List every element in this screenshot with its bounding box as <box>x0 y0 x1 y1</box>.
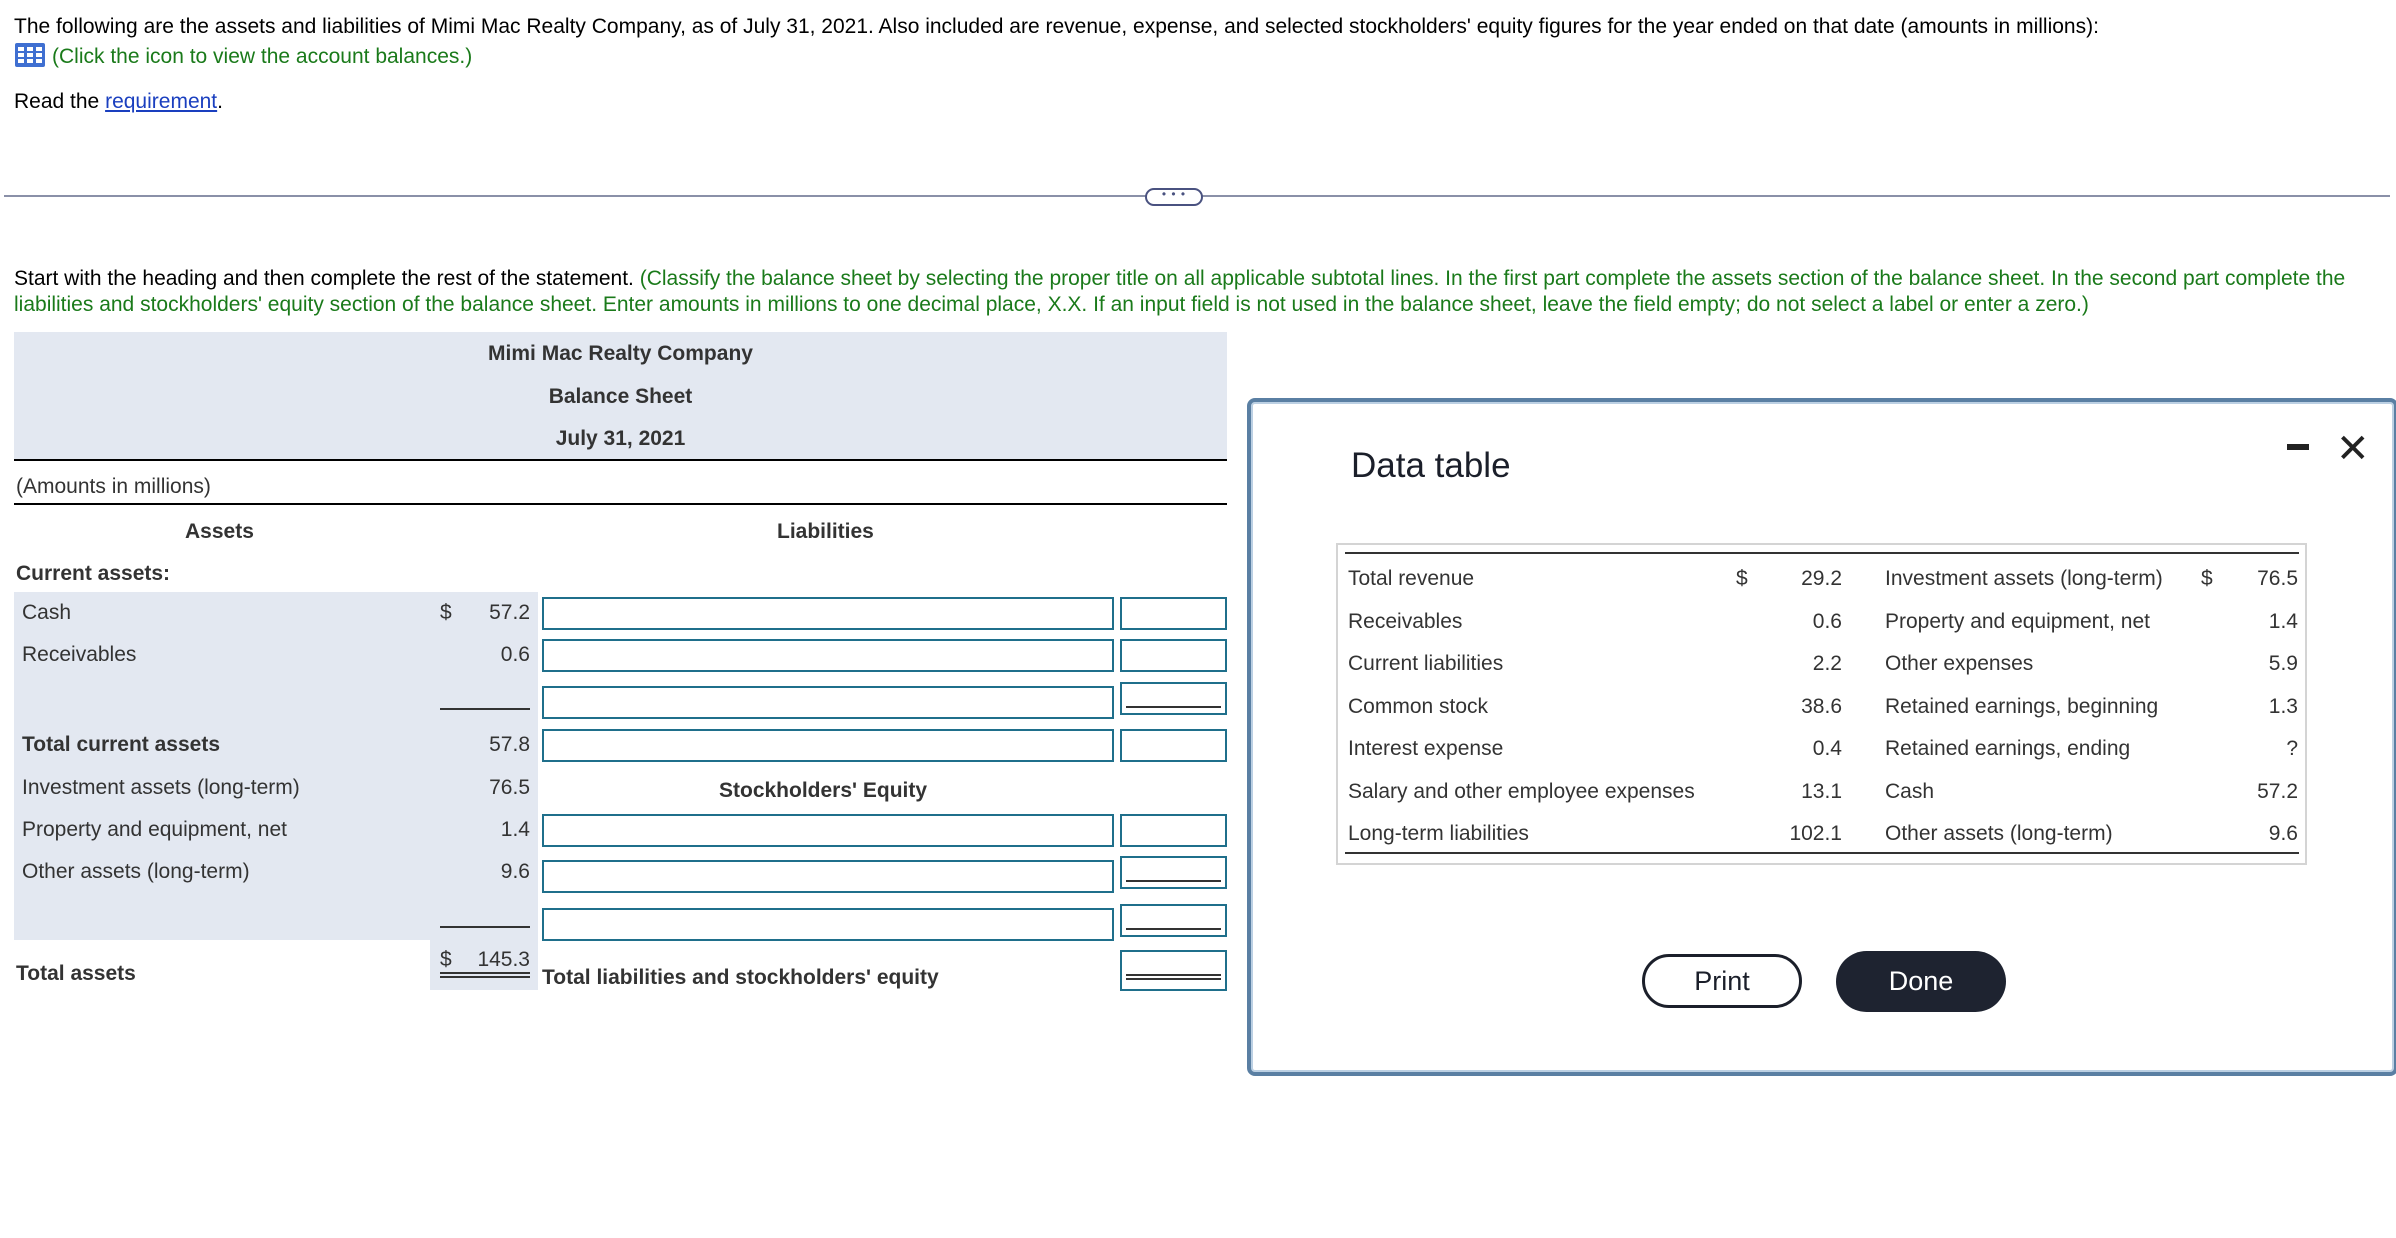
assets-subtotal-rule <box>440 926 530 928</box>
data-table-left-value: 38.6 <box>1801 695 1842 718</box>
modal-title: Data table <box>1351 446 1511 485</box>
current-assets-label: Current assets: <box>16 562 171 585</box>
equity-total-amount-input[interactable] <box>1120 904 1227 937</box>
read-requirement <box>14 87 2099 117</box>
investment-value: 76.5 <box>489 776 530 799</box>
intro-text <box>14 12 2099 117</box>
data-table-left-value: 0.6 <box>1812 610 1842 633</box>
total-liab-equity-label: Total liabilities and stockholders' equity <box>542 966 939 989</box>
data-table-right-label: Retained earnings, ending <box>1885 737 2131 760</box>
table-icon[interactable] <box>14 42 46 77</box>
heading-rule <box>14 459 1227 461</box>
total-assets-double-rule <box>440 972 530 978</box>
liability-label-input-2[interactable] <box>542 639 1114 672</box>
total-assets-label: Total assets <box>16 962 136 985</box>
data-table-left-value: 0.4 <box>1812 737 1842 760</box>
data-table-right-value: 1.3 <box>2268 695 2298 718</box>
data-table-right-value: 57.2 <box>2257 780 2298 803</box>
data-table-left-value: 13.1 <box>1801 780 1842 803</box>
data-table-left-label: Receivables <box>1348 610 1463 633</box>
liability-subtotal-amount-input[interactable] <box>1120 682 1227 715</box>
liability-label-input-1[interactable] <box>542 597 1114 630</box>
close-icon[interactable]: ✕ <box>2336 427 2370 471</box>
intro-line: The following are the assets and liabilities of Mimi Mac Realty Company, as of July 31, 2021. Also included are revenue, expense, and selected stockholders' equity figures for the year ended on that date (amounts in millions): <box>14 15 2099 38</box>
minimize-icon[interactable] <box>2287 444 2309 450</box>
done-button[interactable]: Done <box>1836 951 2006 1012</box>
total-liab-equity-double-rule <box>1126 974 1221 980</box>
data-table-right-currency: $ <box>2201 567 2213 590</box>
cash-currency: $ <box>440 601 452 624</box>
equity-total-label-input[interactable] <box>542 908 1114 941</box>
read-prefix: Read the <box>14 90 106 113</box>
liability-amount-input-2[interactable] <box>1120 639 1227 672</box>
data-table-right-label: Other expenses <box>1885 652 2034 675</box>
data-table-left-value: 29.2 <box>1801 567 1842 590</box>
data-table-right-label: Other assets (long-term) <box>1885 822 2113 845</box>
data-table-left-label: Interest expense <box>1348 737 1504 760</box>
data-table-left-currency: $ <box>1736 567 1748 590</box>
equity-amount-input-1[interactable] <box>1120 814 1227 847</box>
equity-amount-input-2[interactable] <box>1120 856 1227 889</box>
data-table-left-label: Current liabilities <box>1348 652 1504 675</box>
equity-subtotal-rule <box>1126 880 1221 882</box>
units-label: (Amounts in millions) <box>16 475 211 498</box>
data-table-right-label: Investment assets (long-term) <box>1885 567 2163 590</box>
liability-subtotal-rule <box>1126 706 1221 708</box>
instructions <box>14 266 2364 318</box>
property-label: Property and equipment, net <box>22 818 288 841</box>
instructions-detail: (Classify the balance sheet by selecting the proper title on all applicable subtotal lines. In the first part complete the assets section of the balance sheet. In the second part complete the liabilities and stockholders' equity section of the balance sheet. Enter amounts in millions to one decimal place, X.X. If an input field is not used in the balance sheet, leave the field empty; do not select a label or enter a zero.) <box>14 267 2346 316</box>
read-suffix: . <box>217 90 223 113</box>
data-table-left-label: Common stock <box>1348 695 1489 718</box>
data-table-left-label: Long-term liabilities <box>1348 822 1529 845</box>
liabilities-header: Liabilities <box>777 520 874 543</box>
data-table-right-value: 5.9 <box>2268 652 2298 675</box>
statement-date: July 31, 2021 <box>555 427 686 450</box>
data-table-top-rule <box>1345 552 2299 554</box>
data-table-left-value: 2.2 <box>1812 652 1842 675</box>
data-table-bottom-rule <box>1345 852 2299 854</box>
data-table-right-value: 9.6 <box>2268 822 2298 845</box>
liability-total-label-input[interactable] <box>542 729 1114 762</box>
total-liab-equity-input[interactable] <box>1120 950 1227 991</box>
data-table-right-label: Property and equipment, net <box>1885 610 2151 633</box>
property-value: 1.4 <box>500 818 530 841</box>
equity-label-input-2[interactable] <box>542 860 1114 893</box>
company-name: Mimi Mac Realty Company <box>488 342 753 365</box>
cash-label: Cash <box>22 601 72 624</box>
data-table-left-value: 102.1 <box>1789 822 1842 845</box>
data-table-left-label: Total revenue <box>1348 567 1475 590</box>
resize-handle[interactable]: • • • <box>1145 188 1203 206</box>
data-table-left-label: Salary and other employee expenses <box>1348 780 1695 803</box>
other-assets-label: Other assets (long-term) <box>22 860 250 883</box>
instructions-lead: Start with the heading and then complete the rest of the statement. <box>14 267 640 290</box>
data-table-right-label: Retained earnings, beginning <box>1885 695 2159 718</box>
liability-subtotal-label-input[interactable] <box>542 686 1114 719</box>
assets-header: Assets <box>185 520 254 543</box>
statement-title: Balance Sheet <box>548 385 693 408</box>
data-table-right-value: 1.4 <box>2268 610 2298 633</box>
equity-header: Stockholders' Equity <box>719 779 928 802</box>
total-assets-currency: $ <box>440 948 452 971</box>
account-balances-hint[interactable] <box>14 42 2099 77</box>
other-assets-value: 9.6 <box>500 860 530 883</box>
liability-amount-input-1[interactable] <box>1120 597 1227 630</box>
requirement-link[interactable]: requirement <box>105 90 218 113</box>
receivables-label: Receivables <box>22 643 137 666</box>
current-subtotal-rule <box>440 708 530 710</box>
data-table-right-value: ? <box>2286 737 2298 760</box>
print-button[interactable]: Print <box>1642 954 1802 1008</box>
equity-total-rule <box>1126 928 1221 930</box>
total-current-assets-value: 57.8 <box>489 733 530 756</box>
data-table-right-label: Cash <box>1885 780 1935 803</box>
equity-label-input-1[interactable] <box>542 814 1114 847</box>
total-current-assets-label: Total current assets <box>22 733 221 756</box>
liability-total-amount-input[interactable] <box>1120 729 1227 762</box>
cash-value: 57.2 <box>489 601 530 624</box>
receivables-value: 0.6 <box>500 643 530 666</box>
data-table-right-value: 76.5 <box>2257 567 2298 590</box>
units-rule <box>14 503 1227 505</box>
investment-label: Investment assets (long-term) <box>22 776 300 799</box>
hint-text[interactable]: (Click the icon to view the account balances.) <box>52 45 473 68</box>
total-assets-value: 145.3 <box>477 948 530 971</box>
